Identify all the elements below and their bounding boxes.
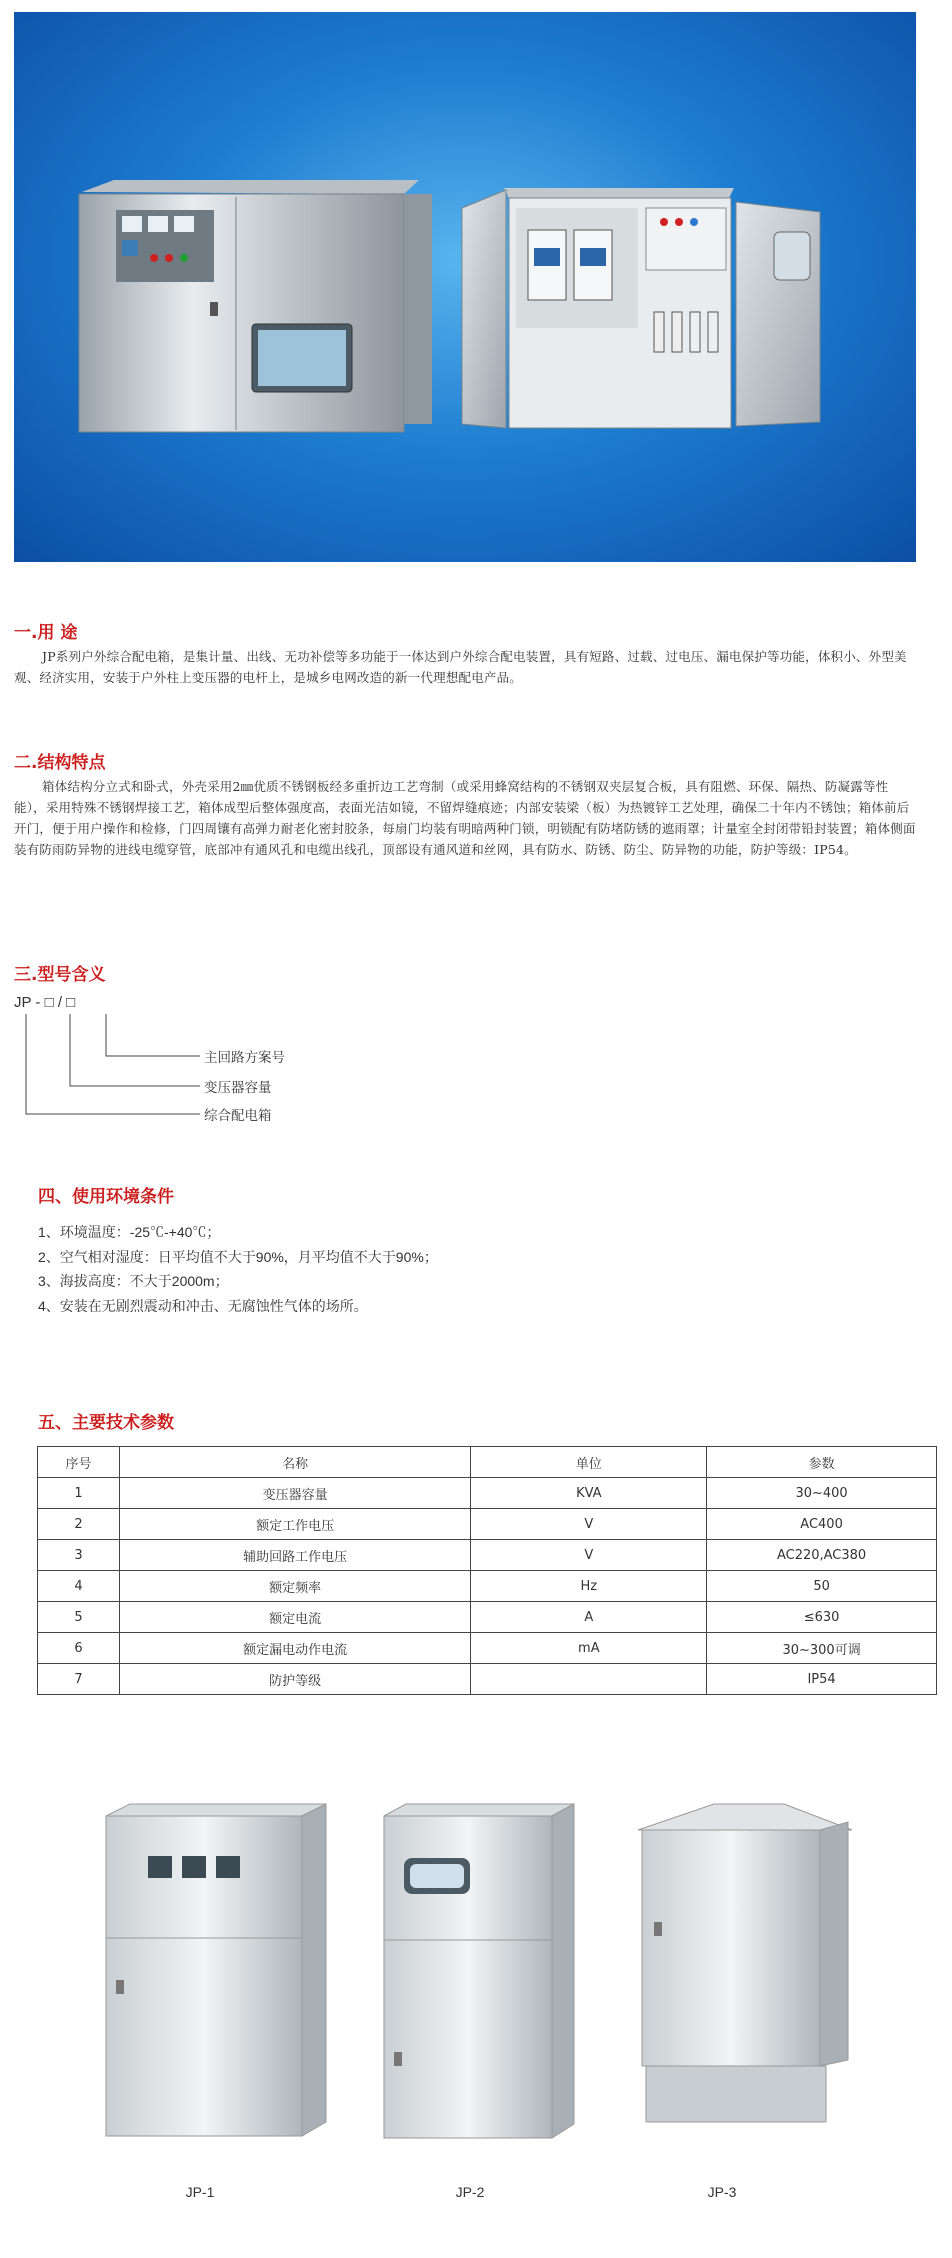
closed-cabinet-illustration [79,180,432,432]
cell-unit: V [471,1540,707,1571]
section-structure-title: 二.结构特点 [14,753,106,773]
product-caption-jp3: JP-3 [707,2184,737,2200]
model-code-dash: - [35,994,41,1011]
header-name: 名称 [119,1447,471,1478]
cell-value: 50 [707,1571,937,1602]
section-structure-text [14,776,920,860]
model-code-slash: / [57,994,62,1011]
model-label-box: 综合配电箱 [204,1108,272,1124]
cell-index: 2 [38,1509,120,1540]
structure-paragraph: 箱体结构分立式和卧式，外壳采用2㎜优质不锈钢板经多重折边工艺弯制（或采用蜂窝结构的不锈钢双夹层复合板，具有阻燃、环保、隔热、防凝露等性能），采用特殊不锈钢焊接工艺，箱体成型后整体强度高，表面光洁如镜，不留焊缝痕迹；内部安装梁（板）为热镀锌工艺处理，确保二十年内不锈蚀；箱体前后开门，便于用户操作和检修，门四周镶有高弹力耐老化密封胶条，每扇门均装有明暗两种门锁，明锁配有防堵防锈的遮雨罩；计量室全封闭带铅封装置；箱体侧面装有防雨防异物的进线电缆穿管，底部冲有通风孔和电缆出线孔，顶部设有通风道和丝网，具有防水、防锈、防尘、防异物的功能，防护等级：IP54。 [14,779,916,857]
product-jp3-image [634,1800,854,2140]
params-header-row [38,1447,937,1478]
model-code-box-2: □ [66,994,76,1011]
env-item: 2、空气相对湿度：日平均值不大于90%，月平均值不大于90%； [38,1248,438,1265]
cell-index: 3 [38,1540,120,1571]
hero-product-photo [14,12,916,562]
cell-unit: A [471,1602,707,1633]
header-unit: 单位 [471,1447,707,1478]
cell-value: AC220,AC380 [707,1540,937,1571]
header-value: 参数 [707,1447,937,1478]
model-label-capacity: 变压器容量 [204,1080,272,1096]
table-row [38,1509,937,1540]
cell-name: 额定工作电压 [119,1509,471,1540]
cell-name: 额定漏电动作电流 [119,1633,471,1664]
cell-name: 辅助回路工作电压 [119,1540,471,1571]
env-item: 4、安装在无剧烈震动和冲击、无腐蚀性气体的场所。 [38,1297,368,1314]
model-code-prefix: JP [14,994,32,1011]
model-code [14,994,75,1011]
table-row [38,1602,937,1633]
section-usage-text [14,646,920,688]
cell-unit: V [471,1509,707,1540]
table-row [38,1540,937,1571]
env-item: 3、海拔高度：不大于2000m； [38,1273,229,1289]
cell-name: 防护等级 [119,1664,471,1695]
cell-value: ≤630 [707,1602,937,1633]
section-params-title: 五、主要技术参数 [38,1413,174,1433]
cell-unit: mA [471,1633,707,1664]
product-jp1-image [100,1800,330,2155]
cell-unit: Hz [471,1571,707,1602]
section-usage-title: 一.用 途 [14,623,78,643]
cell-unit [471,1664,707,1695]
cell-value: 30~400 [707,1478,937,1509]
cell-index: 7 [38,1664,120,1695]
section-model-title: 三.型号含义 [14,965,106,985]
section-env-title: 四、使用环境条件 [38,1187,174,1207]
cell-value: IP54 [707,1664,937,1695]
env-conditions-list [38,1220,918,1318]
usage-paragraph: JP系列户外综合配电箱，是集计量、出线、无功补偿等多功能于一体达到户外综合配电装置，具有短路、过载、过电压、漏电保护等功能，体积小、外型美观、经济实用，安装于户外柱上变压器的电杆上，是城乡电网改造的新一代理想配电产品。 [14,649,907,685]
table-row [38,1633,937,1664]
header-index: 序号 [38,1447,120,1478]
product-caption-jp2: JP-2 [455,2184,485,2200]
cell-unit: KVA [471,1478,707,1509]
model-label-scheme: 主回路方案号 [204,1050,285,1066]
model-code-diagram [14,994,414,1130]
cell-name: 变压器容量 [119,1478,471,1509]
cell-index: 6 [38,1633,120,1664]
cell-value: AC400 [707,1509,937,1540]
cell-index: 1 [38,1478,120,1509]
model-code-box-1: □ [44,994,54,1011]
cell-name: 额定电流 [119,1602,471,1633]
open-cabinet-illustration [462,188,820,428]
cell-index: 5 [38,1602,120,1633]
table-row [38,1664,937,1695]
product-caption-jp1: JP-1 [185,2184,215,2200]
cell-index: 4 [38,1571,120,1602]
params-table [37,1446,937,1695]
product-jp2-image [376,1800,576,2155]
table-row [38,1478,937,1509]
env-item: 1、环境温度：-25℃-+40℃； [38,1224,221,1240]
cell-name: 额定频率 [119,1571,471,1602]
table-row [38,1571,937,1602]
cell-value: 30~300可调 [707,1633,937,1664]
